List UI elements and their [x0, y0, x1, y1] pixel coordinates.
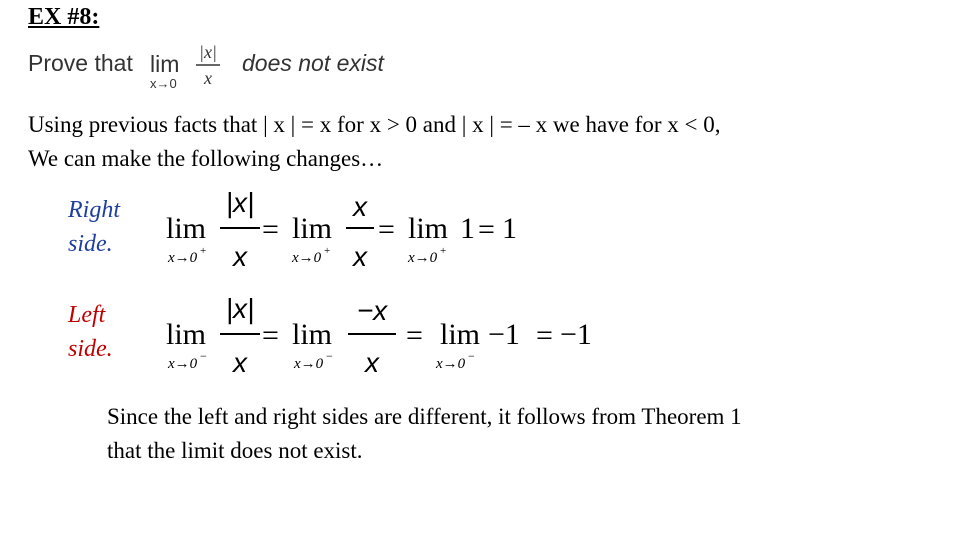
lim-1-superscript: − — [200, 349, 207, 363]
lim-2-subscript: x→0 — [292, 250, 322, 266]
equals-2: = — [378, 213, 395, 246]
right-label-line-1: Right — [68, 197, 120, 223]
lim-subscript: x→0 — [150, 76, 177, 90]
equals-1: = — [262, 213, 279, 246]
frac-1-numerator: |x| — [225, 187, 255, 218]
lim-2: lim — [292, 318, 333, 351]
equals-2: = — [406, 319, 423, 352]
conclusion-paragraph — [107, 400, 742, 468]
equals-3: = — [478, 213, 495, 246]
lim-2-superscript: + — [324, 245, 331, 257]
frac-2-numerator: −x — [356, 295, 388, 326]
lim-3: lim — [440, 318, 481, 351]
constant-value: −1 — [488, 318, 520, 351]
lim-2-superscript: − — [326, 349, 333, 363]
lim-1-superscript: + — [200, 245, 207, 257]
left-side-equation — [160, 278, 620, 378]
frac-2-denominator: x — [365, 347, 379, 378]
frac-1-numerator: |x| — [225, 293, 255, 324]
lim-3-superscript: + — [440, 245, 447, 257]
lim-2-subscript: x→0 — [294, 356, 324, 372]
lim-1: lim — [166, 212, 207, 245]
left-side-label — [68, 298, 113, 366]
lim-text: lim — [150, 51, 180, 77]
lim-3-subscript: x→0 — [436, 356, 466, 372]
right-side-label — [68, 193, 120, 261]
lim-1-subscript: x→0 — [168, 356, 198, 372]
lim-3: lim — [408, 212, 449, 245]
explanation-line-1: Using previous facts that | x | = x for x > 0 and | x | = – x we have for x < 0, — [28, 112, 721, 137]
explanation-line-2: We can make the following changes… — [28, 146, 384, 171]
constant-value: 1 — [460, 212, 475, 245]
left-label-line-2: side. — [68, 336, 113, 362]
conclusion-line-2: that the limit does not exist. — [107, 438, 363, 463]
lim-1-subscript: x→0 — [168, 250, 198, 266]
conclusion-line-1: Since the left and right sides are different, it follows from Theorem 1 — [107, 404, 742, 429]
lim-3-subscript: x→0 — [408, 250, 438, 266]
fraction-numerator: |x| — [199, 42, 217, 62]
example-title: EX #8: — [28, 4, 100, 30]
right-label-line-2: side. — [68, 231, 113, 257]
result-value: −1 — [560, 318, 592, 351]
problem-limit-expression — [148, 38, 240, 90]
frac-2-numerator: x — [353, 191, 367, 222]
right-side-equation — [160, 176, 540, 276]
fraction-denominator: x — [204, 68, 212, 88]
left-label-line-1: Left — [68, 302, 106, 328]
frac-2-denominator: x — [353, 241, 367, 272]
frac-1-denominator: x — [233, 241, 247, 272]
frac-1-denominator: x — [233, 347, 247, 378]
lim-2: lim — [292, 212, 333, 245]
explanation-paragraph — [28, 108, 720, 176]
lim-1: lim — [166, 318, 207, 351]
does-not-exist-text: does not exist — [242, 50, 384, 76]
result-value: 1 — [502, 212, 517, 245]
equals-1: = — [262, 319, 279, 352]
prove-text: Prove that — [28, 50, 133, 76]
equals-3: = — [536, 319, 553, 352]
lim-3-superscript: − — [468, 349, 475, 363]
